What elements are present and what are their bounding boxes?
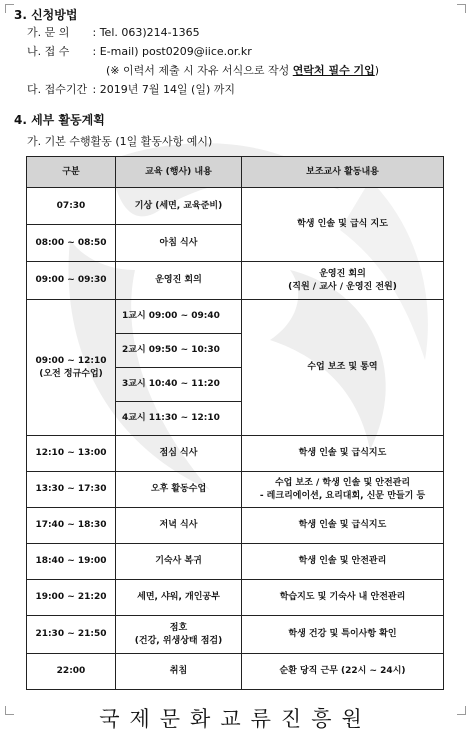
content-cell: 기상 (세면, 교육준비) [116, 188, 242, 225]
role-cell: 학습지도 및 기숙사 내 안전관리 [242, 580, 444, 616]
activity-schedule-table [26, 156, 444, 690]
time-cell: 09:00 ~ 09:30 [27, 262, 116, 300]
contact-value: : Tel. 063)214-1365 [92, 26, 200, 39]
table-row [27, 508, 444, 544]
role-line-1: 운영진 회의 [319, 269, 366, 280]
table-row [27, 472, 444, 508]
receive-value: : E-mail) post0209@iice.or.kr [92, 45, 252, 58]
content-cell: 운영진 회의 [116, 262, 242, 300]
corner-mark-top-right [457, 4, 466, 13]
role-cell: 수업 보조 및 통역 [242, 300, 444, 436]
table-row [27, 616, 444, 654]
period-cell: 1교시 09:00 ~ 09:40 [116, 300, 242, 334]
content-cell: 점심 식사 [116, 436, 242, 472]
note-prefix: (※ 이력서 제출 시 자유 서식으로 작성 [106, 64, 293, 77]
content-cell: 아침 식사 [116, 225, 242, 262]
header-program: 교육 (행사) 내용 [116, 157, 242, 188]
contact-line [27, 24, 200, 40]
section-3-title: 3. 신청방법 [14, 8, 78, 22]
time-cell: 12:10 ~ 13:00 [27, 436, 116, 472]
table-row [27, 262, 444, 300]
header-category: 구분 [27, 157, 116, 188]
receive-line [27, 43, 252, 59]
period-cell: 2교시 09:50 ~ 10:30 [116, 334, 242, 368]
role-cell: 학생 인솔 및 안전관리 [242, 544, 444, 580]
table-row [27, 544, 444, 580]
period-cell: 4교시 11:30 ~ 12:10 [116, 402, 242, 436]
table-row [27, 300, 444, 334]
time-cell: 17:40 ~ 18:30 [27, 508, 116, 544]
role-cell: 학생 인솔 및 급식지도 [242, 436, 444, 472]
content-cell [116, 616, 242, 654]
period-label: 다. 접수기간 [27, 83, 88, 96]
time-cell: 08:00 ~ 08:50 [27, 225, 116, 262]
time-cell: 18:40 ~ 19:00 [27, 544, 116, 580]
header-assistant-role: 보조교사 활동내용 [242, 157, 444, 188]
time-cell: 19:00 ~ 21:20 [27, 580, 116, 616]
content-cell: 기숙사 복귀 [116, 544, 242, 580]
content-line-1: 점호 [169, 623, 188, 634]
time-cell: 22:00 [27, 654, 116, 690]
corner-mark-top-left [5, 4, 14, 13]
morning-subtitle: (오전 정규수업) [39, 368, 103, 379]
content-cell: 세면, 샤워, 개인공부 [116, 580, 242, 616]
time-cell: 13:30 ~ 17:30 [27, 472, 116, 508]
time-cell: 21:30 ~ 21:50 [27, 616, 116, 654]
time-cell [27, 300, 116, 436]
period-value: : 2019년 7월 14일 (일) 까지 [92, 83, 236, 96]
content-cell: 저녁 식사 [116, 508, 242, 544]
section-4-title: 4. 세부 활동계획 [14, 113, 105, 127]
table-row [27, 580, 444, 616]
role-cell: 학생 인솔 및 급식지도 [242, 508, 444, 544]
receive-label: 나. 접 수 [27, 45, 70, 58]
contact-label: 가. 문 의 [27, 26, 70, 39]
content-line-2: (건강, 위생상태 점검) [134, 635, 223, 646]
note-emphasis: 연락처 필수 기입 [292, 64, 375, 77]
section-4-subtitle: 가. 기본 수행활동 (1일 활동사항 예시) [27, 135, 213, 148]
period-cell: 3교시 10:40 ~ 11:20 [116, 368, 242, 402]
role-cell [242, 262, 444, 300]
content-cell: 취침 [116, 654, 242, 690]
table-row [27, 654, 444, 690]
time-cell: 07:30 [27, 188, 116, 225]
table-row [27, 188, 444, 225]
role-cell: 학생 인솔 및 급식 지도 [242, 188, 444, 262]
role-line-2: - 레크리에이션, 요리대회, 신문 만들기 등 [259, 490, 426, 501]
note-suffix: ) [374, 64, 380, 77]
role-cell [242, 472, 444, 508]
role-cell: 순환 당직 근무 (22시 ~ 24시) [242, 654, 444, 690]
role-line-2: (직원 / 교사 / 운영진 전원) [288, 281, 397, 292]
role-line-1: 수업 보조 / 학생 인솔 및 안전관리 [274, 478, 411, 489]
institution-name-footer: 국제문화교류진흥원 [99, 707, 372, 731]
content-cell: 오후 활동수업 [116, 472, 242, 508]
morning-time: 09:00 ~ 12:10 [35, 356, 107, 367]
table-header-row [27, 157, 444, 188]
period-line [27, 81, 235, 97]
table-row [27, 436, 444, 472]
receive-note [106, 62, 379, 78]
role-cell: 학생 건강 및 특이사항 확인 [242, 616, 444, 654]
